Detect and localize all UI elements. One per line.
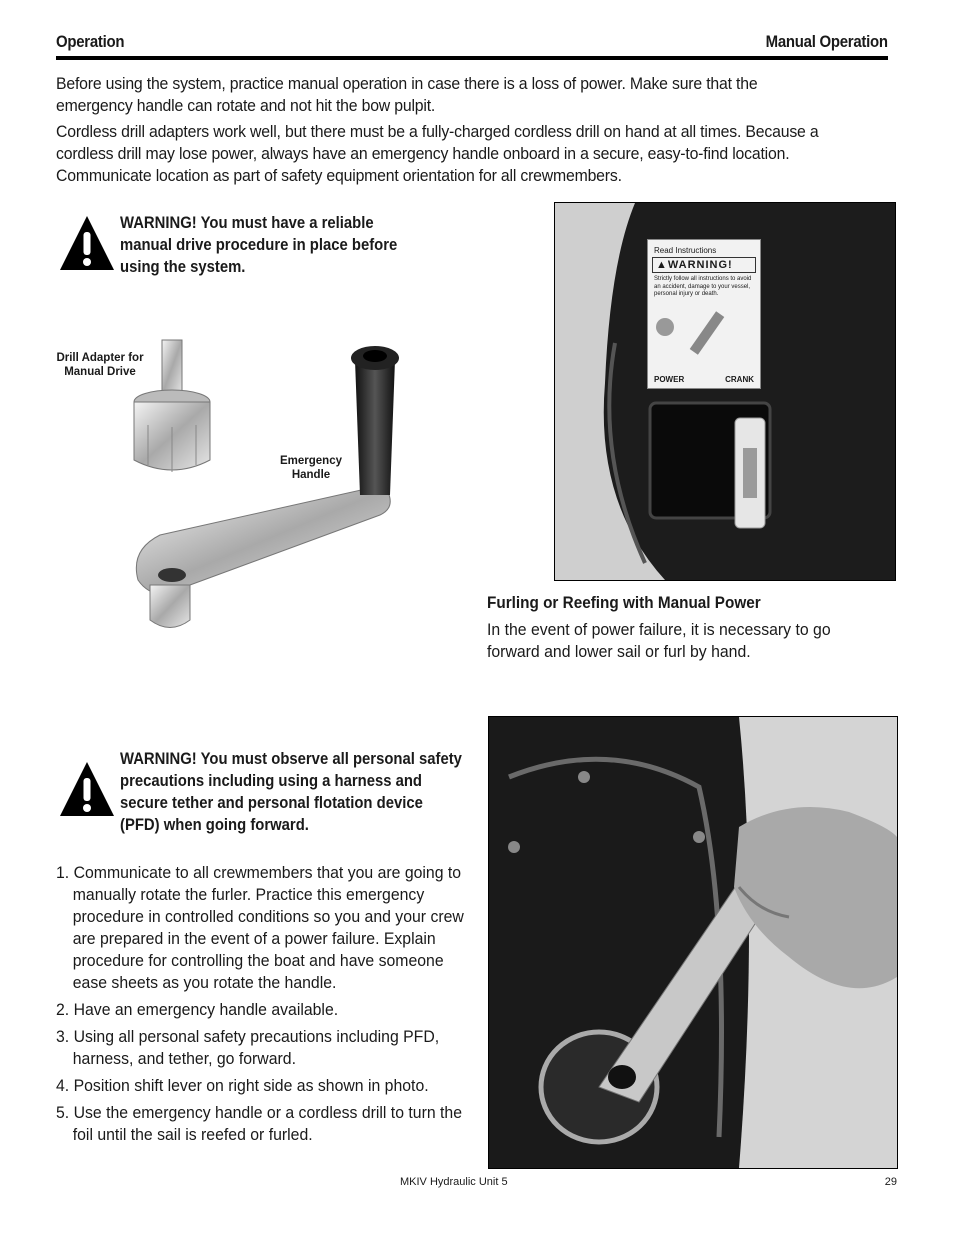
emergency-handle-label: Emergency Handle (279, 455, 342, 481)
decal-power: POWER (654, 375, 685, 384)
step-item: 1. Communicate to all crewmembers that you are going to manually rotate the furler. Practice this emergency procedure in controlled conditions so you and your crew are prepared in the event of a power failure. Explain procedure for controlling the boat and have someone ease sheets as you rotate the handle. (56, 863, 464, 992)
furling-body-line: In the event of power failure, it is necessary to go (487, 620, 831, 639)
section-title: Operation (56, 32, 125, 51)
decal-text: Strictly follow all instructions to avoid an accident, damage to your vessel, personal injury or death. (654, 276, 752, 297)
step-item: 5. Use the emergency handle or a cordless drill to turn the foil until the sail is reefed or furled. (56, 1103, 463, 1144)
footer-doc: MKIV Hydraulic Unit 5 (400, 1176, 508, 1188)
intro-paragraph-2: Cordless drill adapters work well, but there must be a fully-charged cordless drill on hand at all times. Because a cordless drill may lose power, always have an emergency handle onboard in a secure, easy-to-find location. Communicate location as part of safety equipment orientation for all crewmembers. (56, 122, 819, 185)
warning-triangle-icon (58, 214, 116, 272)
warning-1-line: manual drive procedure in place before (120, 236, 398, 254)
decal-read: Read Instructions (654, 246, 717, 255)
warning-2 (120, 748, 500, 836)
crank-icon (690, 311, 725, 354)
warning-1-line: WARNING! You must have a reliable (120, 214, 374, 232)
step-item: 4. Position shift lever on right side as shown in photo. (56, 1076, 429, 1095)
warning-decal (647, 239, 761, 389)
warning-2-line: WARNING! You must observe all personal safety (120, 750, 462, 768)
page-number: 29 (884, 1176, 897, 1188)
decal-warning-icon: ▲ (656, 259, 668, 271)
warning-1 (120, 212, 428, 278)
topic-title: Manual Operation (765, 32, 888, 51)
decal-crank: CRANK (725, 375, 754, 384)
warning-2-line: precautions including using a harness and (120, 772, 423, 790)
procedure-steps (56, 862, 496, 1146)
step-item: 3. Using all personal safety precautions including PFD, harness, and tether, go forward. (56, 1027, 440, 1068)
decal-warning: ▲WARNING! (652, 257, 756, 273)
step-item: 2. Have an emergency handle available. (56, 1000, 339, 1019)
header-rule (56, 56, 888, 60)
hand-crank-icon (489, 717, 897, 1168)
drill-adapter-label: Drill Adapter for Manual Drive (56, 352, 144, 378)
furling-body-line: forward and lower sail or furl by hand. (487, 642, 751, 661)
intro-paragraph-1: Before using the system, practice manual operation in case there is a loss of power. Make sure that the emergency handle can rotate and not hit the bow pulpit. (56, 74, 758, 115)
furling-title: Furling or Reefing with Manual Power (487, 593, 761, 612)
furling-body (487, 619, 856, 663)
warning-triangle-icon (58, 760, 116, 818)
power-button-icon (656, 314, 690, 354)
warning-2-line: (PFD) when going forward. (120, 816, 309, 834)
hand-crank-photo (488, 716, 898, 1169)
warning-1-line: using the system. (120, 258, 246, 276)
warning-2-line: secure tether and personal flotation device (120, 794, 423, 812)
drill-adapter-icon (134, 340, 210, 472)
furler-decal-photo (554, 202, 896, 581)
parts-illustration (120, 330, 420, 640)
